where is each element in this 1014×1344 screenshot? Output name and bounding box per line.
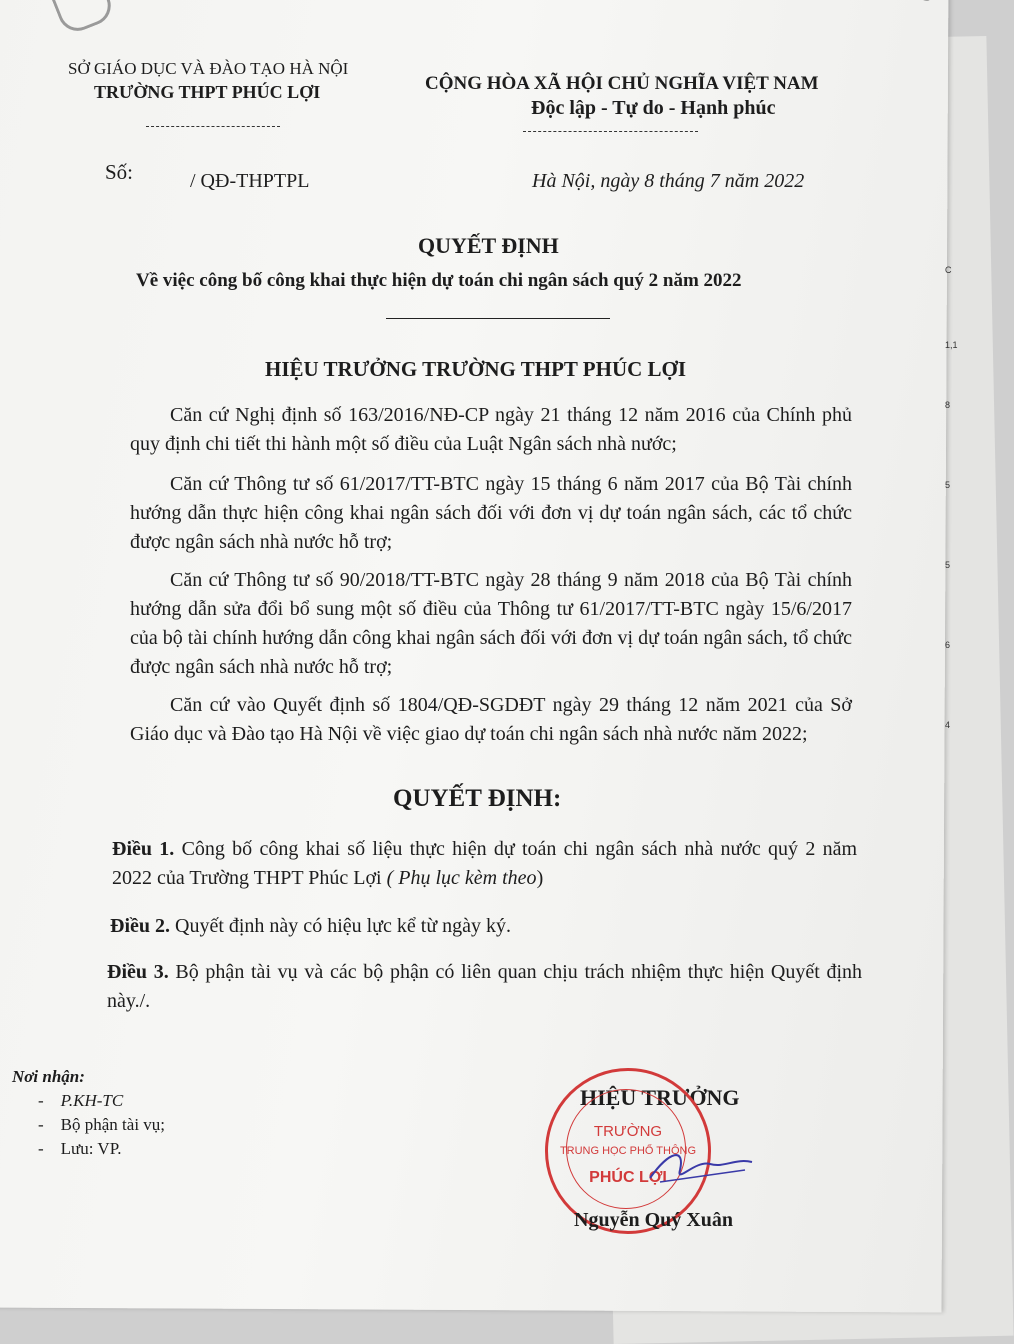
edge-mark: 4 xyxy=(945,720,950,730)
handwritten-signature xyxy=(640,1140,760,1190)
article-1-label: Điều 1. xyxy=(112,838,174,860)
seal-line-3: PHÚC LỢI xyxy=(548,1169,708,1187)
signer-name: Nguyễn Quý Xuân xyxy=(574,1209,733,1232)
recipients-label: Nơi nhận: xyxy=(12,1067,85,1087)
document-subtitle: Về việc công bố công khai thực hiện dự toán chi ngân sách quý 2 năm 2022 xyxy=(136,270,742,292)
edge-mark: 5 xyxy=(945,480,950,490)
article-2 xyxy=(110,912,860,941)
seal-line-2: TRUNG HỌC PHỔ THÔNG xyxy=(548,1145,708,1157)
recipient-item: - Bộ phận tài vụ; xyxy=(38,1115,165,1135)
header-right-divider xyxy=(523,131,698,132)
article-3 xyxy=(107,958,862,1016)
recipient-item: - P.KH-TC xyxy=(38,1091,123,1111)
edge-mark: 8 xyxy=(945,400,950,410)
authority-heading: HIỆU TRƯỞNG TRƯỜNG THPT PHÚC LỢI xyxy=(265,357,686,382)
header-motto: Độc lập - Tự do - Hạnh phúc xyxy=(531,97,775,120)
signer-position: HIỆU TRƯỞNG xyxy=(580,1085,740,1111)
edge-mark: 6 xyxy=(945,640,950,650)
title-divider xyxy=(386,318,610,319)
article-3-text: Bộ phận tài vụ và các bộ phận có liên quan chịu trách nhiệm thực hiện Quyết định này./. xyxy=(107,961,862,1012)
article-3-label: Điều 3. xyxy=(107,961,169,983)
legal-basis-2: Căn cứ Thông tư số 61/2017/TT-BTC ngày 15 tháng 6 năm 2017 của Bộ Tài chính hướng dẫn thực hiện công khai ngân sách đối với đơn vị dự toán ngân sách, các tổ chức được ngân sách nhà nước hỗ trợ; xyxy=(130,470,852,557)
recipient-item: - Lưu: VP. xyxy=(38,1139,122,1159)
article-2-text: Quyết định này có hiệu lực kể từ ngày ký. xyxy=(175,915,511,937)
place-date: Hà Nội, ngày 8 tháng 7 năm 2022 xyxy=(532,170,804,193)
legal-basis-4: Căn cứ vào Quyết định số 1804/QĐ-SGDĐT ngày 29 tháng 12 năm 2021 của Sở Giáo dục và Đào tạo Hà Nội về việc giao dự toán chi ngân sách nhà nước năm 2022; xyxy=(130,691,852,749)
header-country: CỘNG HÒA XÃ HỘI CHỦ NGHĨA VIỆT NAM xyxy=(425,73,819,95)
header-school: TRƯỜNG THPT PHÚC LỢI xyxy=(94,82,320,103)
edge-mark: 1,1 xyxy=(945,340,958,350)
document-title: QUYẾT ĐỊNH xyxy=(418,233,559,259)
article-1-appendix: ( Phụ lục kèm theo xyxy=(387,867,537,889)
paper-clip-icon xyxy=(44,0,117,37)
document-number-label: Số: xyxy=(105,160,133,185)
legal-basis-3: Căn cứ Thông tư số 90/2018/TT-BTC ngày 28 tháng 9 năm 2018 của Bộ Tài chính hướng dẫn sửa đổi bổ sung một số điều của Thông tư 61/2017/TT-BTC ngày 15/6/2017 của bộ tài chính hướng dẫn công khai ngân sách đối với đơn vị dự toán ngân sách, tổ chức được ngân sách nhà nước hỗ trợ; xyxy=(130,566,852,682)
decision-heading: QUYẾT ĐỊNH: xyxy=(393,785,561,813)
article-1-tail: ) xyxy=(537,867,544,889)
header-left-divider xyxy=(146,126,280,127)
edge-mark: C xyxy=(945,265,952,275)
article-2-label: Điều 2. xyxy=(110,915,170,937)
edge-mark: 5 xyxy=(945,560,950,570)
seal-line-1: TRƯỜNG xyxy=(548,1123,708,1140)
document-number: / QĐ-THPTPL xyxy=(190,170,309,193)
header-department: SỞ GIÁO DỤC VÀ ĐÀO TẠO HÀ NỘI xyxy=(68,59,348,79)
article-1-text: Công bố công khai số liệu thực hiện dự toán chi ngân sách nhà nước quý 2 năm 2022 của Trường THPT Phúc Lợi xyxy=(112,838,857,889)
article-1 xyxy=(112,835,857,893)
legal-basis-1: Căn cứ Nghị định số 163/2016/NĐ-CP ngày 21 tháng 12 năm 2016 của Chính phủ quy định chi tiết thi hành một số điều của Luật Ngân sách nhà nước; xyxy=(130,401,852,459)
